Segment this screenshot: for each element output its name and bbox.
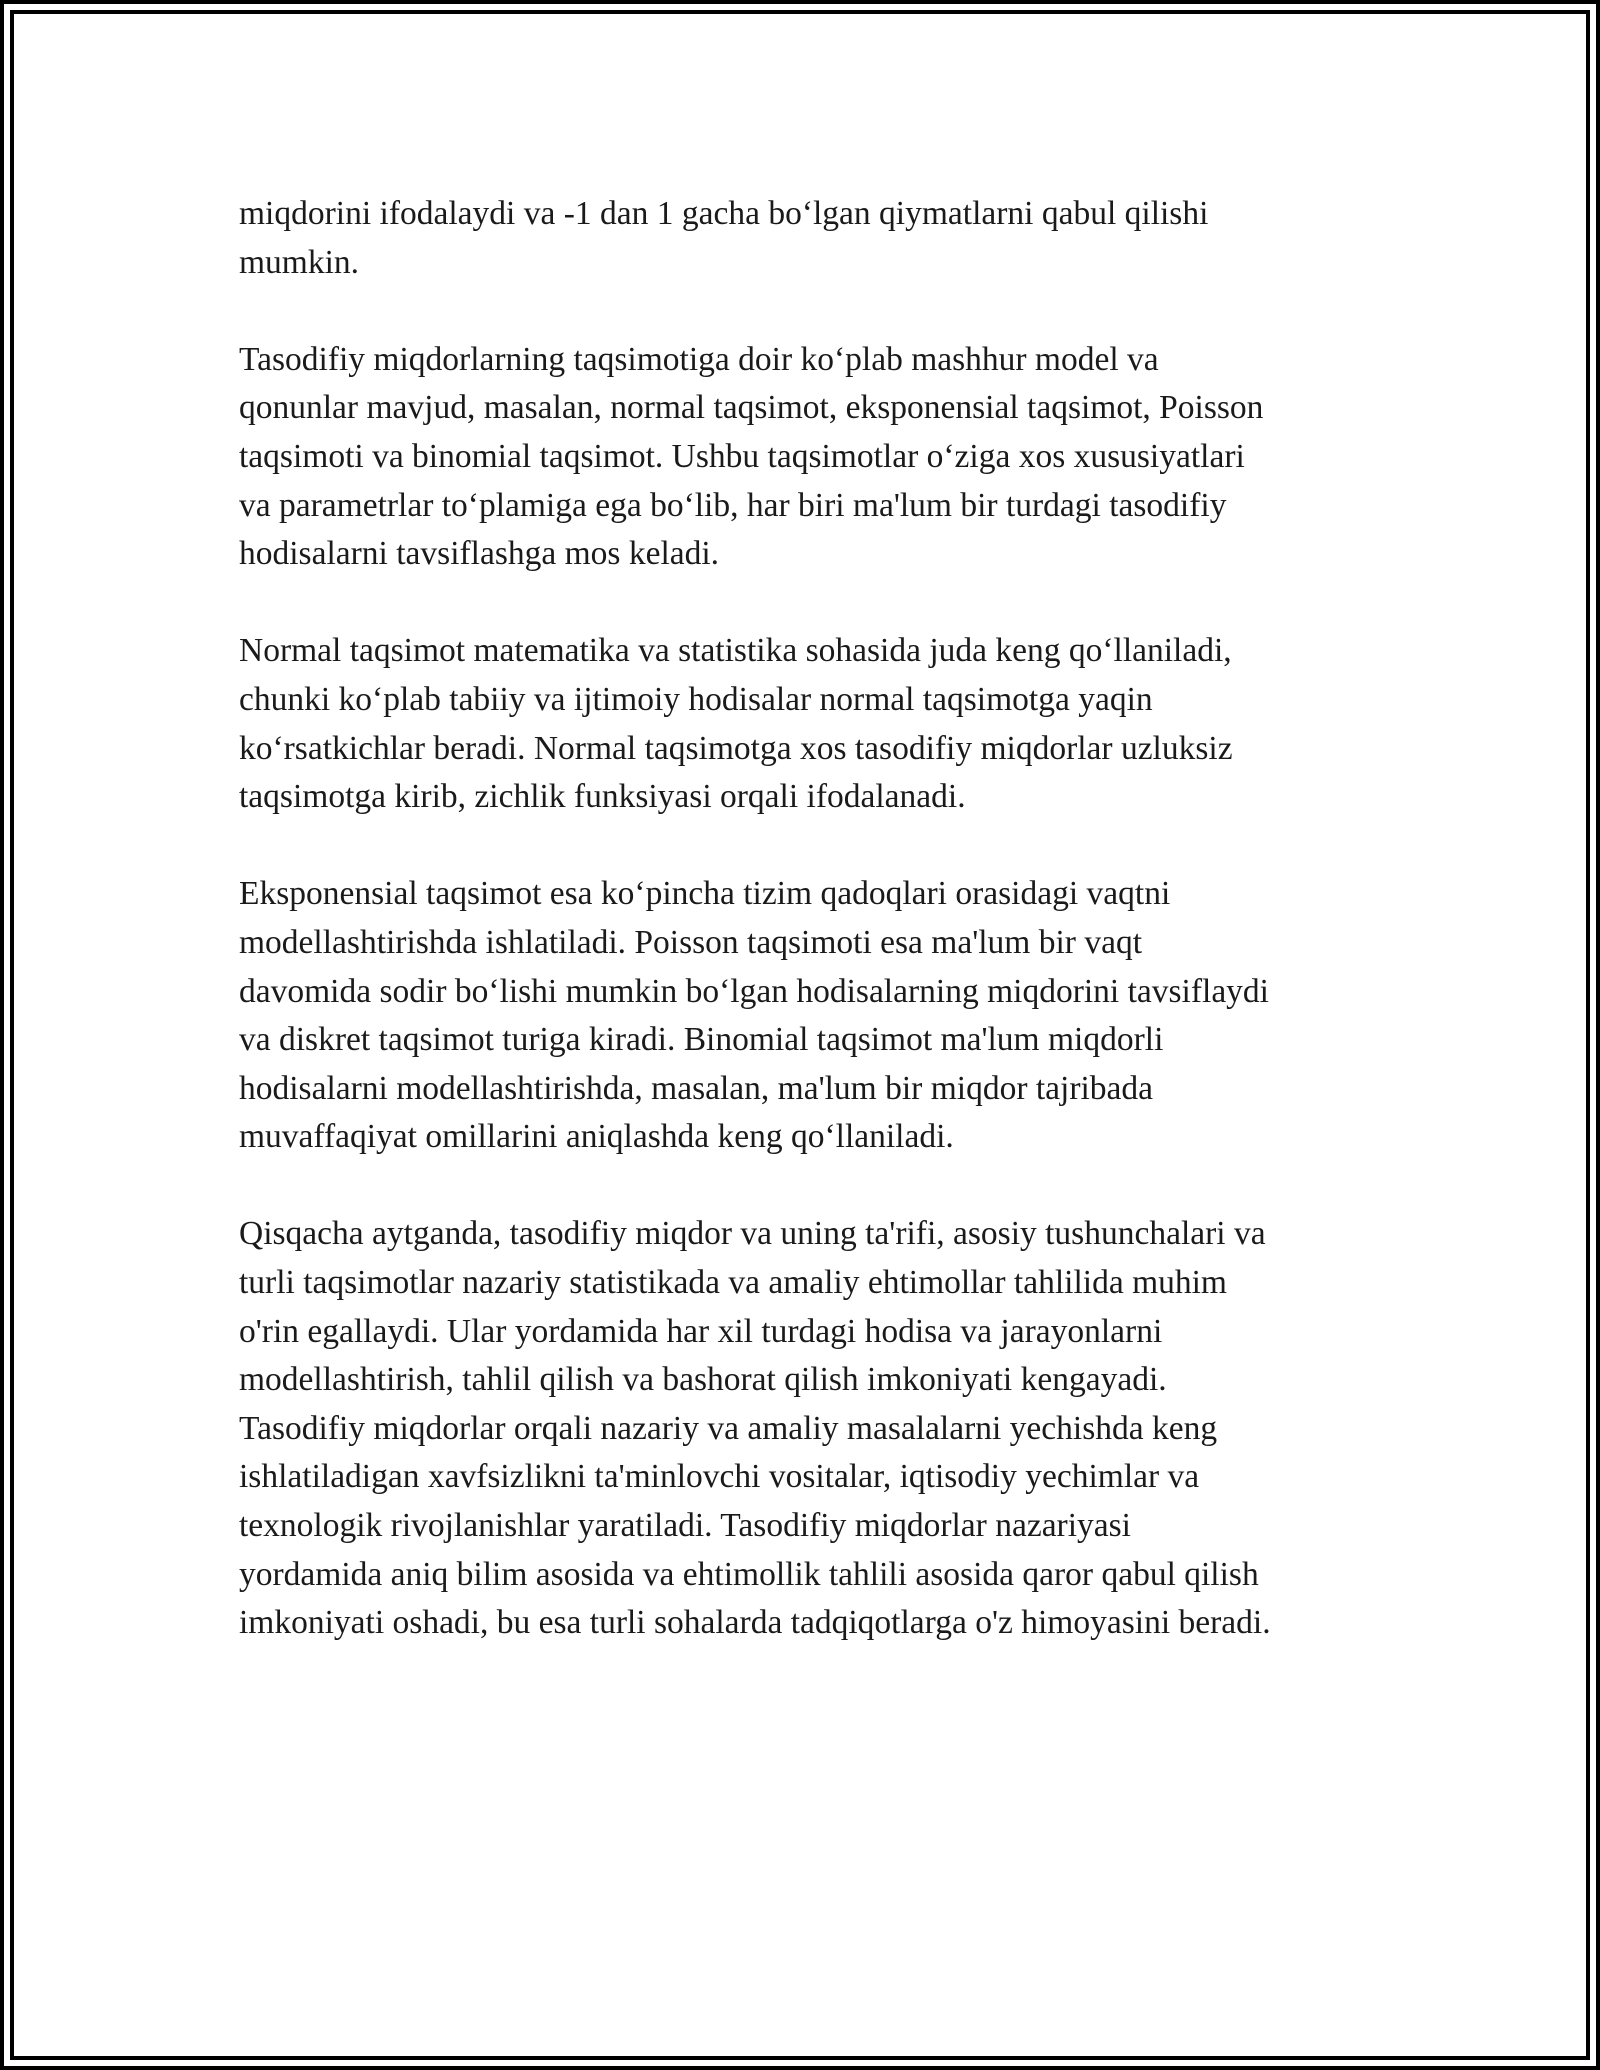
paragraph-distribution-models: Tasodifiy miqdorlarning taqsimotiga doir ko‘plab mashhur model va qonunlar mavjud, masalan, normal taqsimot, eksponensial taqsimot, Poisson taqsimoti va binomial taqsimot. Ushbu taqsimotlar o‘ziga xos xususiyatlari va parametrlar to‘plamiga ega bo‘lib, har biri ma'lum bir turdagi tasodifiy hodisalarni tavsiflashga mos keladi. — [239, 340, 1264, 573]
paragraph-normal-distribution: Normal taqsimot matematika va statistika sohasida juda keng qo‘llaniladi, chunki ko‘plab tabiiy va ijtimoiy hodisalar normal taqsimotga yaqin ko‘rsatkichlar beradi. Normal taqsimotga xos tasodifiy miqdorlar uzluksiz taqsimotga kirib, zichlik funksiyasi orqali ifodalanadi. — [239, 632, 1233, 816]
paragraph-correlation-range: miqdorini ifodalaydi va -1 dan 1 gacha bo‘lgan qiymatlarni qabul qilishi mumkin. — [239, 195, 1209, 281]
paragraph-summary: Qisqacha aytganda, tasodifiy miqdor va uning ta'rifi, asosiy tushunchalari va turli taqsimotlar nazariy statistikada va amaliy ehtimollar tahlilida muhim o'rin egallaydi. Ular yordamida har xil turdagi hodisa va jarayonlarni modellashtirish, tahlil qilish va bashorat qilish imkoniyati kengayadi. Tasodifiy miqdorlar orqali nazariy va amaliy masalalarni yechishda keng ishlatiladigan xavfsizlikni ta'minlovchi vositalar, iqtisodiy yechimlar va texnologik rivojlanishlar yaratiladi. Tasodifiy miqdorlar nazariyasi yordamida aniq bilim asosida va ehtimollik tahlili asosida qaror qabul qilish imkoniyati oshadi, bu esa turli sohalarda tadqiqotlarga o'z himoyasini beradi. — [239, 1215, 1271, 1642]
document-body — [239, 190, 1379, 1696]
paragraph-exponential-poisson-binomial: Eksponensial taqsimot esa ko‘pincha tizim qadoqlari orasidagi vaqtni modellashtirishda ishlatiladi. Poisson taqsimoti esa ma'lum bir vaqt davomida sodir bo‘lishi mumkin bo‘lgan hodisalarning miqdorini tavsiflaydi va diskret taqsimot turiga kiradi. Binomial taqsimot ma'lum miqdorli hodisalarni modellashtirishda, masalan, ma'lum bir miqdor tajribada muvaffaqiyat omillarini aniqlashda keng qo‘llaniladi. — [239, 875, 1269, 1156]
